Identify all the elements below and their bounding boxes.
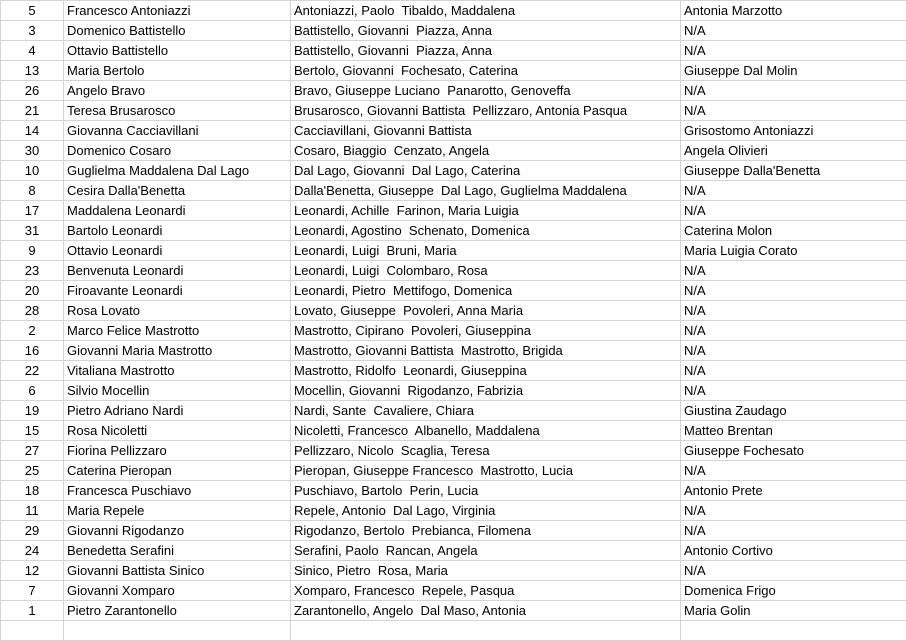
cell-parents[interactable]: Nardi, Sante Cavaliere, Chiara [291, 401, 681, 421]
cell-record-number[interactable]: 7 [1, 581, 64, 601]
cell-godparent[interactable]: Angela Olivieri [681, 141, 906, 161]
cell-record-number[interactable]: 30 [1, 141, 64, 161]
cell-godparent[interactable]: Antonio Cortivo [681, 541, 906, 561]
cell-child-name[interactable]: Rosa Nicoletti [64, 421, 291, 441]
cell-parents[interactable]: Leonardi, Luigi Bruni, Maria [291, 241, 681, 261]
table-row [1, 121, 906, 141]
cell-child-name[interactable]: Ottavio Battistello [64, 41, 291, 61]
cell-record-number[interactable]: 21 [1, 101, 64, 121]
table-row [1, 101, 906, 121]
cell-parents[interactable]: Battistello, Giovanni Piazza, Anna [291, 41, 681, 61]
cell-record-number[interactable]: 25 [1, 461, 64, 481]
cell-parents[interactable]: Xomparo, Francesco Repele, Pasqua [291, 581, 681, 601]
cell-record-number[interactable]: 4 [1, 41, 64, 61]
cell-record-number[interactable]: 20 [1, 281, 64, 301]
cell-record-number[interactable]: 6 [1, 381, 64, 401]
table-row [1, 321, 906, 341]
cell-godparent[interactable]: N/A [681, 341, 906, 361]
table-row [1, 281, 906, 301]
cell-parents[interactable]: Repele, Antonio Dal Lago, Virginia [291, 501, 681, 521]
cell-godparent[interactable]: Matteo Brentan [681, 421, 906, 441]
cell-child-name[interactable]: Maddalena Leonardi [64, 201, 291, 221]
cell-parents[interactable]: Bravo, Giuseppe Luciano Panarotto, Genoveffa [291, 81, 681, 101]
cell-child-name[interactable]: Giovanni Xomparo [64, 581, 291, 601]
cell-godparent[interactable]: N/A [681, 101, 906, 121]
cell-child-name[interactable]: Teresa Brusarosco [64, 101, 291, 121]
cell-child-name[interactable]: Silvio Mocellin [64, 381, 291, 401]
table-row [1, 601, 906, 621]
table-row [1, 181, 906, 201]
cell-parents[interactable] [291, 621, 681, 641]
table-row [1, 341, 906, 361]
cell-record-number[interactable]: 14 [1, 121, 64, 141]
cell-parents[interactable]: Brusarosco, Giovanni Battista Pellizzaro, Antonia Pasqua [291, 101, 681, 121]
table-row [1, 161, 906, 181]
cell-record-number[interactable]: 23 [1, 261, 64, 281]
cell-parents[interactable]: Battistello, Giovanni Piazza, Anna [291, 21, 681, 41]
cell-record-number[interactable]: 17 [1, 201, 64, 221]
table-row [1, 381, 906, 401]
cell-godparent[interactable]: N/A [681, 561, 906, 581]
cell-parents[interactable]: Pellizzaro, Nicolo Scaglia, Teresa [291, 441, 681, 461]
cell-record-number[interactable]: 2 [1, 321, 64, 341]
cell-child-name[interactable]: Maria Repele [64, 501, 291, 521]
table-row [1, 201, 906, 221]
cell-parents[interactable]: Leonardi, Luigi Colombaro, Rosa [291, 261, 681, 281]
cell-child-name[interactable]: Domenico Battistello [64, 21, 291, 41]
table-row [1, 301, 906, 321]
cell-parents[interactable]: Zarantonello, Angelo Dal Maso, Antonia [291, 601, 681, 621]
cell-record-number[interactable]: 26 [1, 81, 64, 101]
cell-record-number[interactable]: 12 [1, 561, 64, 581]
cell-record-number[interactable]: 31 [1, 221, 64, 241]
cell-record-number[interactable]: 16 [1, 341, 64, 361]
cell-parents[interactable]: Antoniazzi, Paolo Tibaldo, Maddalena [291, 1, 681, 21]
cell-parents[interactable]: Leonardi, Achille Farinon, Maria Luigia [291, 201, 681, 221]
cell-godparent[interactable]: N/A [681, 281, 906, 301]
table-row [1, 541, 906, 561]
cell-record-number[interactable]: 18 [1, 481, 64, 501]
cell-child-name[interactable]: Marco Felice Mastrotto [64, 321, 291, 341]
cell-child-name[interactable]: Caterina Pieropan [64, 461, 291, 481]
cell-godparent[interactable]: Antonio Prete [681, 481, 906, 501]
table-row [1, 441, 906, 461]
cell-parents[interactable]: Lovato, Giuseppe Povoleri, Anna Maria [291, 301, 681, 321]
cell-child-name[interactable] [64, 621, 291, 641]
cell-record-number[interactable] [1, 621, 64, 641]
cell-parents[interactable]: Leonardi, Pietro Mettifogo, Domenica [291, 281, 681, 301]
table-row [1, 21, 906, 41]
cell-record-number[interactable]: 27 [1, 441, 64, 461]
cell-godparent[interactable]: N/A [681, 521, 906, 541]
cell-child-name[interactable]: Guglielma Maddalena Dal Lago [64, 161, 291, 181]
cell-godparent[interactable] [681, 621, 906, 641]
cell-child-name[interactable]: Giovanni Maria Mastrotto [64, 341, 291, 361]
table-row [1, 361, 906, 381]
table-row [1, 141, 906, 161]
cell-child-name[interactable]: Francesco Antoniazzi [64, 1, 291, 21]
cell-parents[interactable]: Puschiavo, Bartolo Perin, Lucia [291, 481, 681, 501]
table-row [1, 521, 906, 541]
cell-record-number[interactable]: 5 [1, 1, 64, 21]
table-row [1, 401, 906, 421]
table-row [1, 501, 906, 521]
cell-parents[interactable]: Mastrotto, Ridolfo Leonardi, Giuseppina [291, 361, 681, 381]
cell-godparent[interactable]: Giustina Zaudago [681, 401, 906, 421]
cell-godparent[interactable]: N/A [681, 261, 906, 281]
cell-parents[interactable]: Mastrotto, Giovanni Battista Mastrotto, Brigida [291, 341, 681, 361]
cell-child-name[interactable]: Maria Bertolo [64, 61, 291, 81]
cell-record-number[interactable]: 24 [1, 541, 64, 561]
cell-record-number[interactable]: 9 [1, 241, 64, 261]
cell-record-number[interactable]: 8 [1, 181, 64, 201]
cell-child-name[interactable]: Angelo Bravo [64, 81, 291, 101]
cell-record-number[interactable]: 15 [1, 421, 64, 441]
cell-record-number[interactable]: 10 [1, 161, 64, 181]
cell-child-name[interactable]: Ottavio Leonardi [64, 241, 291, 261]
cell-godparent[interactable]: N/A [681, 321, 906, 341]
table-row [1, 241, 906, 261]
table-row [1, 41, 906, 61]
cell-godparent[interactable]: Giuseppe Fochesato [681, 441, 906, 461]
cell-record-number[interactable]: 13 [1, 61, 64, 81]
cell-parents[interactable]: Pieropan, Giuseppe Francesco Mastrotto, Lucia [291, 461, 681, 481]
table-row [1, 221, 906, 241]
cell-parents[interactable]: Mocellin, Giovanni Rigodanzo, Fabrizia [291, 381, 681, 401]
cell-child-name[interactable]: Fiorina Pellizzaro [64, 441, 291, 461]
table-row [1, 561, 906, 581]
table-row [1, 81, 906, 101]
cell-godparent[interactable]: N/A [681, 181, 906, 201]
cell-godparent[interactable]: N/A [681, 501, 906, 521]
cell-parents[interactable]: Leonardi, Agostino Schenato, Domenica [291, 221, 681, 241]
cell-parents[interactable]: Cosaro, Biaggio Cenzato, Angela [291, 141, 681, 161]
cell-godparent[interactable]: N/A [681, 21, 906, 41]
cell-child-name[interactable]: Giovanni Rigodanzo [64, 521, 291, 541]
cell-record-number[interactable]: 28 [1, 301, 64, 321]
cell-child-name[interactable]: Firoavante Leonardi [64, 281, 291, 301]
table-row [1, 421, 906, 441]
cell-godparent[interactable]: N/A [681, 81, 906, 101]
cell-record-number[interactable]: 1 [1, 601, 64, 621]
table-row [1, 461, 906, 481]
cell-godparent[interactable]: N/A [681, 301, 906, 321]
cell-parents[interactable]: Dal Lago, Giovanni Dal Lago, Caterina [291, 161, 681, 181]
cell-parents[interactable]: Bertolo, Giovanni Fochesato, Caterina [291, 61, 681, 81]
cell-godparent[interactable]: Giuseppe Dalla'Benetta [681, 161, 906, 181]
cell-record-number[interactable]: 22 [1, 361, 64, 381]
cell-parents[interactable]: Rigodanzo, Bertolo Prebianca, Filomena [291, 521, 681, 541]
table-row [1, 581, 906, 601]
cell-godparent[interactable]: Antonia Marzotto [681, 1, 906, 21]
cell-godparent[interactable]: N/A [681, 361, 906, 381]
cell-parents[interactable]: Nicoletti, Francesco Albanello, Maddalena [291, 421, 681, 441]
cell-child-name[interactable]: Giovanni Battista Sinico [64, 561, 291, 581]
table-row [1, 481, 906, 501]
cell-godparent[interactable]: Maria Luigia Corato [681, 241, 906, 261]
cell-godparent[interactable]: Domenica Frigo [681, 581, 906, 601]
cell-child-name[interactable]: Benvenuta Leonardi [64, 261, 291, 281]
cell-godparent[interactable]: N/A [681, 41, 906, 61]
cell-record-number[interactable]: 3 [1, 21, 64, 41]
cell-godparent[interactable]: N/A [681, 201, 906, 221]
cell-child-name[interactable]: Rosa Lovato [64, 301, 291, 321]
table-row [1, 621, 906, 641]
cell-parents[interactable]: Dalla'Benetta, Giuseppe Dal Lago, Guglielma Maddalena [291, 181, 681, 201]
cell-child-name[interactable]: Pietro Zarantonello [64, 601, 291, 621]
cell-child-name[interactable]: Giovanna Cacciavillani [64, 121, 291, 141]
cell-child-name[interactable]: Bartolo Leonardi [64, 221, 291, 241]
table-row [1, 61, 906, 81]
cell-parents[interactable]: Sinico, Pietro Rosa, Maria [291, 561, 681, 581]
cell-child-name[interactable]: Vitaliana Mastrotto [64, 361, 291, 381]
cell-child-name[interactable]: Domenico Cosaro [64, 141, 291, 161]
table-row [1, 261, 906, 281]
table-row [1, 1, 906, 21]
cell-record-number[interactable]: 29 [1, 521, 64, 541]
cell-godparent[interactable]: Caterina Molon [681, 221, 906, 241]
cell-godparent[interactable]: N/A [681, 461, 906, 481]
cell-child-name[interactable]: Francesca Puschiavo [64, 481, 291, 501]
cell-parents[interactable]: Serafini, Paolo Rancan, Angela [291, 541, 681, 561]
cell-godparent[interactable]: Grisostomo Antoniazzi [681, 121, 906, 141]
cell-child-name[interactable]: Benedetta Serafini [64, 541, 291, 561]
cell-record-number[interactable]: 11 [1, 501, 64, 521]
cell-record-number[interactable]: 19 [1, 401, 64, 421]
cell-parents[interactable]: Cacciavillani, Giovanni Battista [291, 121, 681, 141]
cell-child-name[interactable]: Cesira Dalla'Benetta [64, 181, 291, 201]
cell-parents[interactable]: Mastrotto, Cipirano Povoleri, Giuseppina [291, 321, 681, 341]
cell-godparent[interactable]: Maria Golin [681, 601, 906, 621]
cell-godparent[interactable]: N/A [681, 381, 906, 401]
spreadsheet-body [1, 1, 906, 641]
cell-godparent[interactable]: Giuseppe Dal Molin [681, 61, 906, 81]
cell-child-name[interactable]: Pietro Adriano Nardi [64, 401, 291, 421]
